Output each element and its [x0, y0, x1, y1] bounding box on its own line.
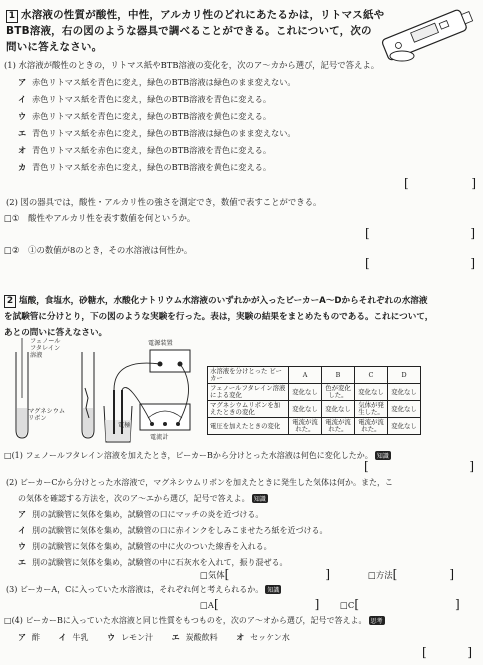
q2-sub3-c-answer[interactable]: □C[ ]	[340, 597, 460, 611]
checkbox-icon: □	[4, 213, 12, 223]
problem-1-intro-line3: 問いに答えなさい。	[6, 41, 103, 53]
thinking-tag: 思考	[370, 618, 383, 625]
q2-sub3-a-answer[interactable]: □A[ ]	[200, 597, 320, 611]
q1-option-a: ア 赤色リトマス紙を青色に変え，緑色のBTB溶液は緑色のまま変えない。	[18, 77, 296, 87]
q1-option-e: エ 青色リトマス紙を赤色に変え，緑色のBTB溶液は緑色のまま変えない。	[18, 128, 296, 138]
q1-sub2-q1: □① 酸性やアルカリ性を表す数値を何というか。	[4, 213, 196, 223]
problem-2-intro-line2: を試験管に分けとり，下の図のような実験を行った。表は，実験の結果をまとめたものである。これについて，	[4, 312, 434, 322]
label-power-supply: 電源装置	[148, 340, 173, 347]
q2-option-i: イ 別の試験管に気体を集め，試験管の口に赤インクをしみこませたろ紙を近づける。	[18, 526, 328, 535]
problem-2-intro-line3: あとの問いに答えなさい。	[4, 328, 108, 338]
label-magnesium-ribbon: マグネシウム リボン	[28, 408, 66, 422]
q1-sub2-stem: (2) 図の器具では，酸性・アルカリ性の強さを測定でき，数値で表すことができる。	[6, 197, 322, 207]
label-phenolphthalein: フェノール フタレイン 溶液	[30, 338, 61, 359]
q1-sub1-answer-box[interactable]: [ ]	[404, 176, 476, 190]
q2-option-a: ア 別の試験管に気体を集め，試験管の口にマッチの炎を近づける。	[18, 510, 264, 519]
q2-sub4-options: ア 酢 イ 牛乳 ウ レモン汁 エ 炭酸飲料 オ セッケン水	[18, 633, 290, 642]
q2-sub1-answer-box[interactable]: [ ]	[364, 459, 474, 473]
knowledge-tag: 知識	[376, 453, 389, 460]
knowledge-tag: 知識	[267, 587, 280, 594]
table-row: フェノールフタレイン溶液による変化 変化なし 色が変化した。 変化なし 変化なし	[208, 384, 421, 401]
table-row: マグネシウムリボンを加えたときの変化 変化なし 変化なし 気体が発生した。 変化なし	[208, 401, 421, 418]
q1-sub1-stem: (1) 水溶液が酸性のときの，リトマス紙やBTB溶液の変化を，次のア〜カから選び，記号で答えよ。	[4, 60, 380, 70]
q2-sub2-method-answer[interactable]: □方法[ ]	[368, 567, 455, 581]
checkbox-icon: □	[4, 451, 12, 460]
q1-sub2-q2-answer-box[interactable]: [ ]	[365, 256, 475, 270]
q1-option-u: ウ 赤色リトマス紙を青色に変え，緑色のBTB溶液を黄色に変える。	[18, 111, 272, 121]
q2-sub3-stem: (3) ビーカーA，Cに入っていた水溶液は，それぞれ何と考えられるか。 知識	[6, 585, 280, 594]
q1-option-i: イ 赤色リトマス紙を青色に変え，緑色のBTB溶液を青色に変える。	[18, 94, 272, 104]
table-header-row: 水溶液を分けとった ビーカー A B C D	[208, 367, 421, 384]
knowledge-tag: 知識	[253, 496, 266, 503]
q1-option-ka: カ 青色リトマス紙を赤色に変え，緑色のBTB溶液を黄色に変える。	[18, 162, 272, 172]
label-ammeter: 電流計	[150, 434, 169, 441]
ph-meter-illustration	[372, 4, 477, 64]
table-row: 電圧を加えたときの変化 電流が流れた。 電流が流れた。 電流が流れた。 変化なし	[208, 418, 421, 435]
q2-sub4-stem: □(4) ビーカーBに入っていた水溶液と同じ性質をもつものを，次のア〜オから選び，記号で答えよ。 思考	[4, 616, 383, 625]
checkbox-icon: □	[4, 245, 12, 255]
q1-sub2-q2: □② ①の数値が8のとき，その水溶液は何性か。	[4, 245, 193, 255]
problem-1-intro-line2: BTB溶液，右の図のような器具で調べることができる。これについて，次の	[6, 25, 372, 37]
q2-sub2-stem-line2: の気体を確認する方法を，次のア〜エから選び，記号で答えよ。 知識	[18, 494, 266, 503]
label-electrode: 電極	[118, 422, 131, 429]
q2-option-u: ウ 別の試験管に気体を集め，試験管の中に火のついた線香を入れる。	[18, 542, 272, 551]
q1-option-o: オ 青色リトマス紙を赤色に変え，緑色のBTB溶液を青色に変える。	[18, 145, 272, 155]
q2-sub2-stem: (2) ビーカーCから分けとった水溶液で，マグネシウムリボンを加えたときに発生した気体は何か。また，こ	[6, 478, 394, 487]
problem-1-intro: 1 水溶液の性質が酸性，中性，アルカリ性のどれにあたるかは，リトマス紙や	[6, 7, 384, 23]
q1-sub2-q1-answer-box[interactable]: [ ]	[365, 226, 475, 240]
problem-number-1: 1	[6, 10, 18, 23]
problem-2-intro: 2 塩酸，食塩水，砂糖水，水酸化ナトリウム水溶液のいずれかが入ったビーカーA〜Dからそれぞれの水溶液	[4, 294, 428, 308]
q2-sub4-answer-box[interactable]: [ ]	[422, 645, 472, 659]
results-table	[207, 366, 421, 435]
q2-sub1-stem: □(1) フェノールフタレイン溶液を加えたとき，ビーカーBから分けとった水溶液は何色に変化したか。 知識	[4, 451, 389, 460]
q2-option-e: エ 別の試験管に気体を集め，試験管の中に石灰水を入れて，振り混ぜる。	[18, 558, 288, 567]
problem-number-2: 2	[4, 295, 16, 308]
q2-sub2-gas-answer[interactable]: □気体[ ]	[200, 567, 331, 581]
checkbox-icon: □	[4, 616, 12, 625]
